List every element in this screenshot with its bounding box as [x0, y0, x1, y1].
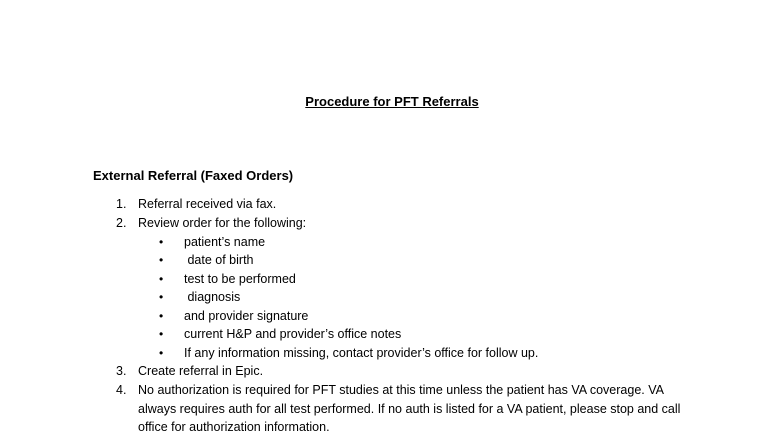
list-item [116, 195, 696, 214]
list-item [116, 381, 696, 437]
review-item-text: date of birth [184, 253, 254, 267]
review-item [159, 251, 254, 270]
review-item [159, 233, 265, 252]
step-text: Create referral in Epic. [138, 364, 264, 378]
review-item [159, 307, 308, 326]
step-text: No authorization is required for PFT studies at this time unless the patient has VA coverage. VA always requires auth for all test performed. If no auth is listed for a VA patient, please stop and call office for authorization information. [138, 383, 681, 434]
step-number: 1. [116, 197, 127, 211]
bullet-icon: • [159, 272, 164, 286]
review-item-text: diagnosis [184, 290, 241, 304]
bullet-icon: • [159, 253, 164, 267]
review-item-text: current H&P and provider’s office notes [184, 327, 402, 341]
review-item-text: patient’s name [184, 235, 266, 249]
step-number: 4. [116, 383, 127, 397]
step-number: 2. [116, 216, 127, 230]
bullet-icon: • [159, 309, 164, 323]
bullet-icon: • [159, 346, 164, 360]
list-item [116, 214, 696, 233]
page-title: Procedure for PFT Referrals [305, 94, 479, 109]
step-number: 3. [116, 364, 127, 378]
review-item [159, 270, 296, 289]
section-heading: External Referral (Faxed Orders) [93, 168, 294, 183]
review-item [159, 344, 538, 363]
bullet-icon: • [159, 235, 164, 249]
bullet-icon: • [159, 327, 164, 341]
bullet-icon: • [159, 290, 164, 304]
step-text: Referral received via fax. [138, 197, 277, 211]
review-item-text: test to be performed [184, 272, 296, 286]
review-item-text: If any information missing, contact provider’s office for follow up. [184, 346, 539, 360]
step-text: Review order for the following: [138, 216, 307, 230]
review-item-text: and provider signature [184, 309, 309, 323]
review-item [159, 288, 240, 307]
review-item [159, 325, 401, 344]
list-item [116, 362, 696, 381]
